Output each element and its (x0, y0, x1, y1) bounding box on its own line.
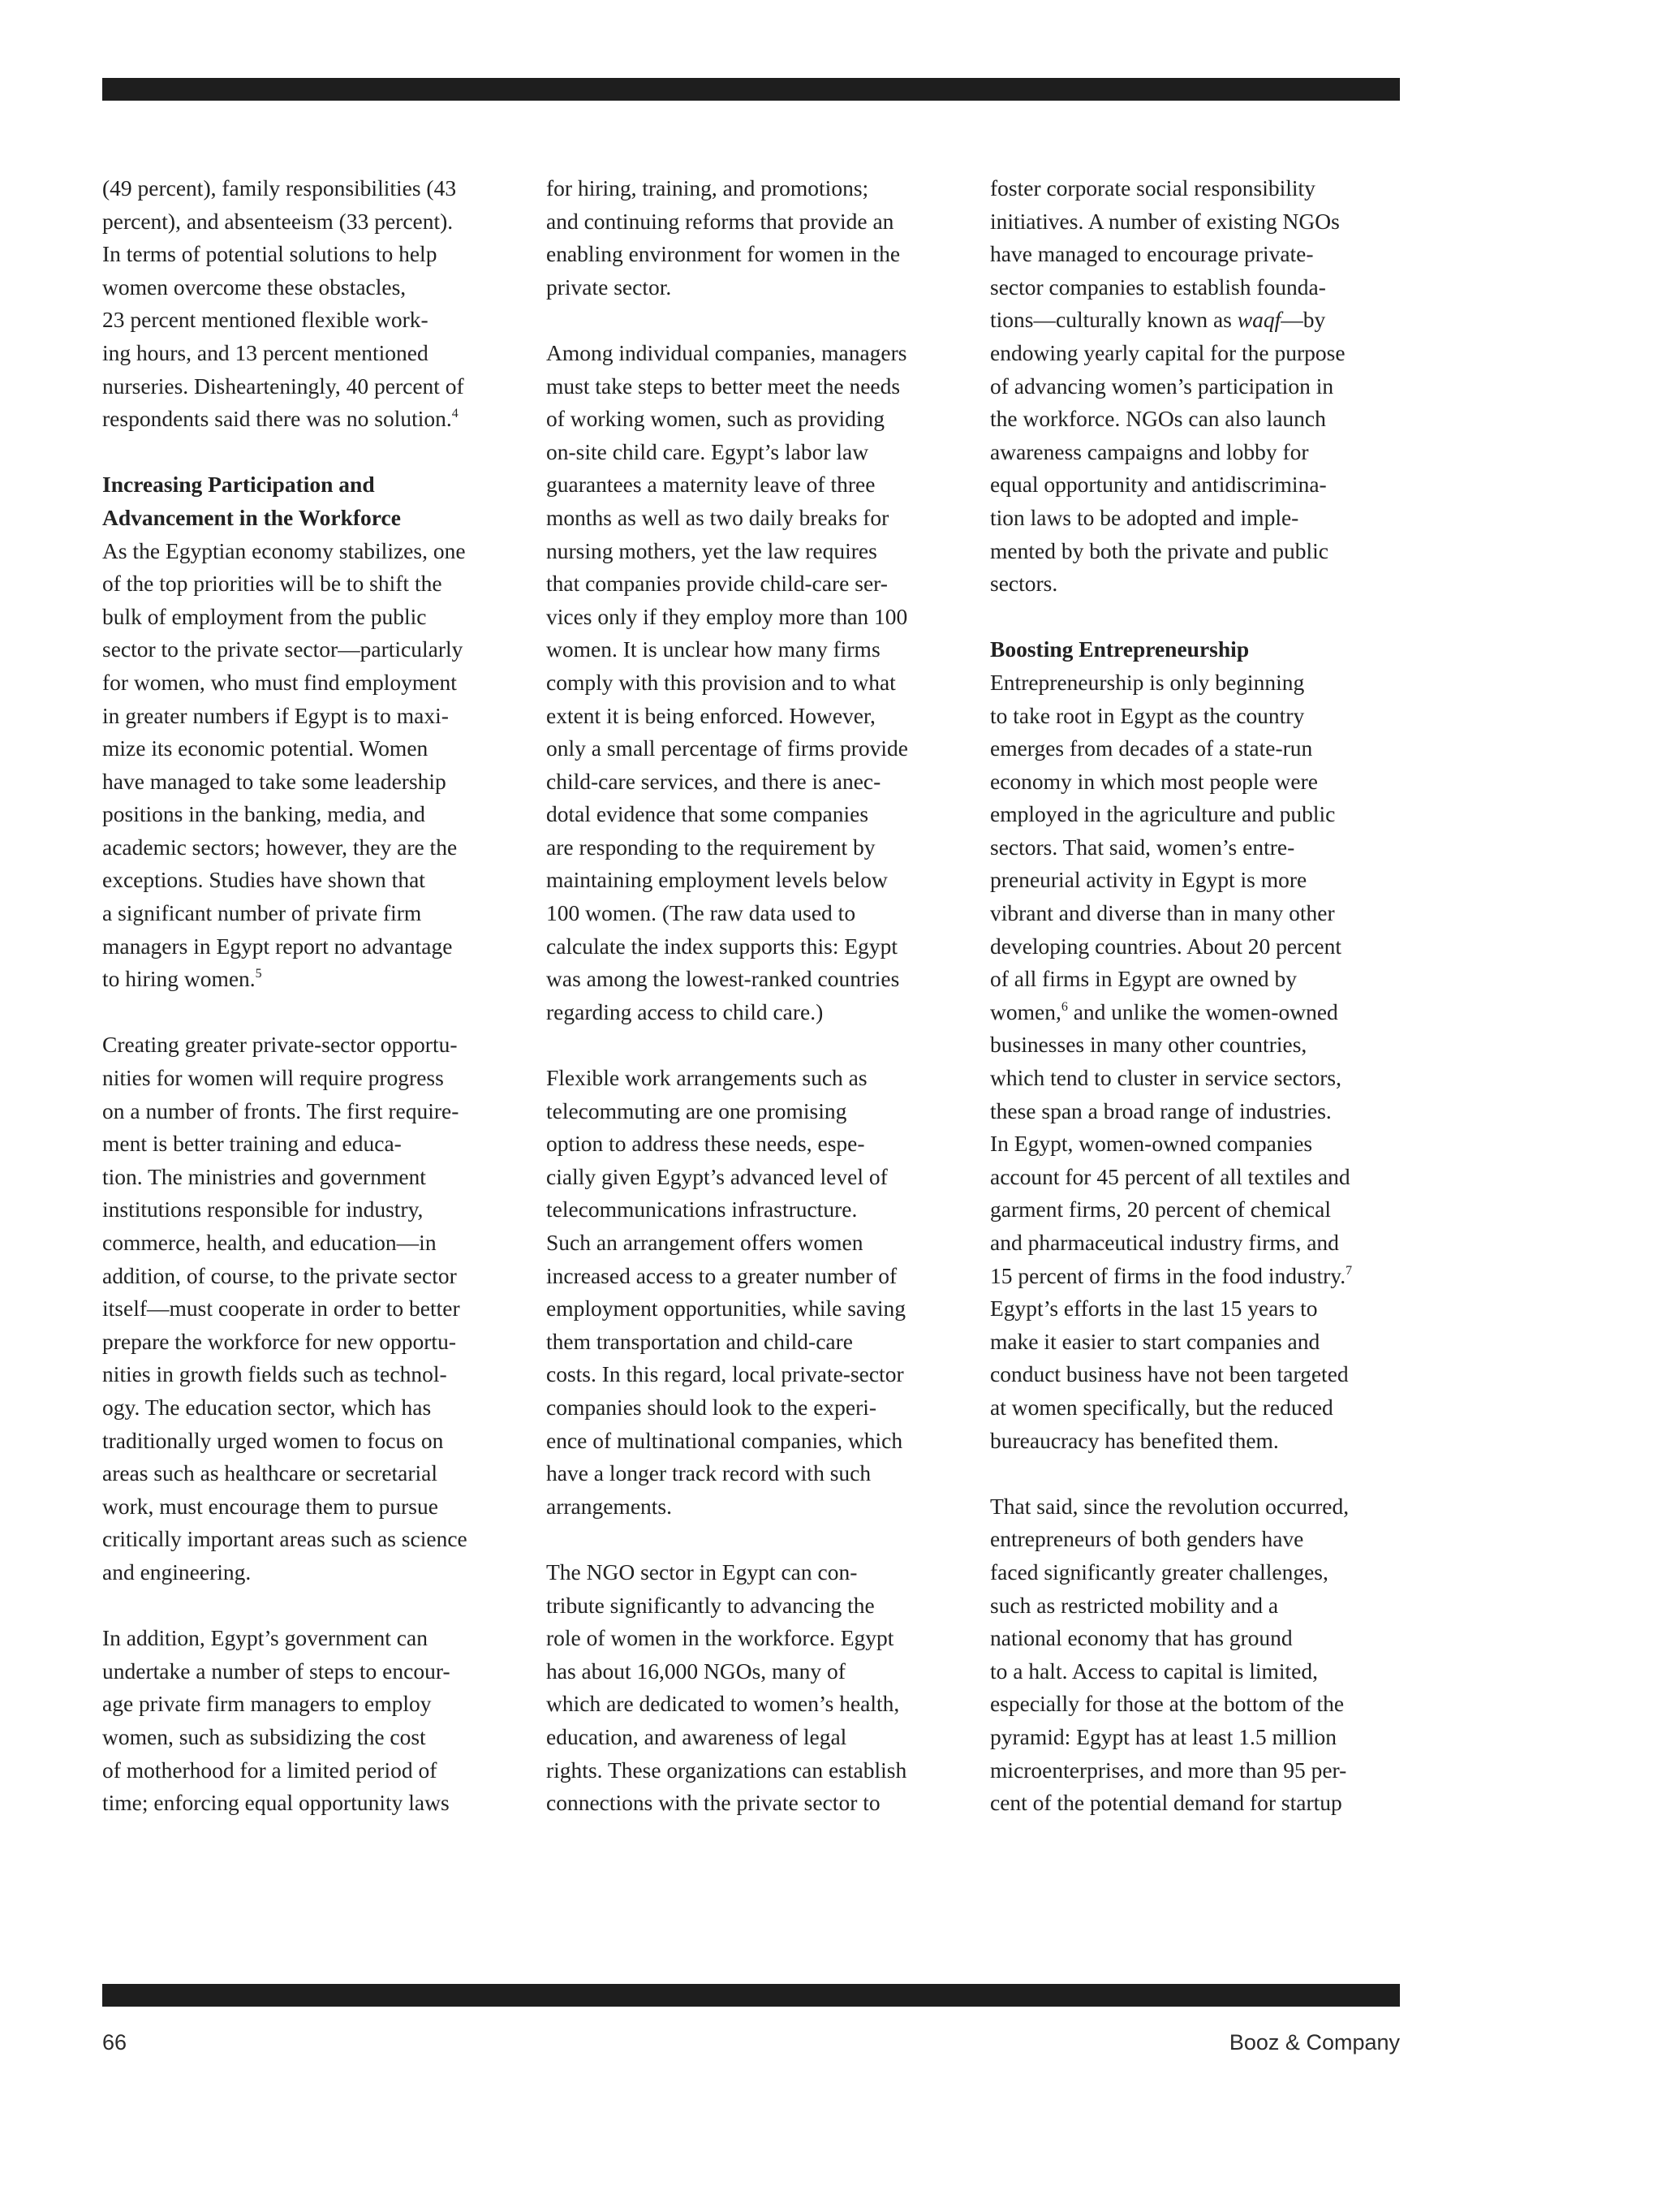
publisher-name: Booz & Company (1229, 2030, 1400, 2055)
body-paragraph: In addition, Egypt’s government can undertake a number of steps to encour- age private firm managers to employ women, such as subsidizing the cost of motherhood for a limited period of time; enforcing equal opportunity laws (102, 1625, 450, 1816)
body-paragraph: Creating greater private-sector opportu- nities for women will require progress on a number of fronts. The first require- ment is better training and educa- tion. The ministries and government institutions responsible for industry, commerce, health, and education—in addition, of course, to the private sector itself—must cooperate in order to better prepare the workforce for new opportu- nities in growth fields such as technol- ogy. The education sector, which has traditionally urged women to focus on areas such as healthcare or secretarial work, must encourage them to pursue critically important areas such as science and engineering. (102, 1032, 467, 1585)
body-paragraph: The NGO sector in Egypt can con- tribute significantly to advancing the role of women in the workforce. Egypt has about 16,000 NGOs, many of which are dedicated to women’s health, education, and awareness of legal rights. These organizations can establish connections with the private sector to (546, 1559, 907, 1816)
body-paragraph: for hiring, training, and promotions; and continuing reforms that provide an enabling environment for women in the private sector. (546, 175, 901, 300)
column-1 (102, 172, 524, 1820)
body-paragraph: Among individual companies, managers must take steps to better meet the needs of working women, such as providing on-site child care. Egypt’s labor law guarantees a maternity leave of three months as well as two daily breaks for nursing mothers, yet the law requires that companies provide child-care ser- vices only if they employ more than 100 women. It is unclear how many firms comply with this provision and to what extent it is being enforced. However, only a small percentage of firms provide child-care services, and there is anec- dotal evidence that some companies are responding to the requirement by maintaining employment levels below 100 women. (The raw data used to calculate the index supports this: Egypt was among the lowest-ranked countries regarding access to child care.) (546, 339, 908, 1024)
body-paragraph: That said, since the revolution occurred, entrepreneurs of both genders have faced significantly greater challenges, such as restricted mobility and a national economy that has ground to a halt. Access to capital is limited, especially for those at the bottom of the pyramid: Egypt has at least 1.5 million microenterprises, and more than 95 per- cent of the potential demand for startup (990, 1493, 1350, 1816)
footnote-ref: 4 (451, 407, 459, 421)
body-paragraph: Entrepreneurship is only beginning to take root in Egypt as the country emerges from decades of a state-run economy in which most people were employed in the agriculture and public sectors. That said, women’s entre- preneurial activity in Egypt is more vibrant and diverse than in many other developing countries. About 20 percent of all firms in Egypt are owned by women,$^6$ and unlike the women-owned businesses in many other countries, which tend to cluster in service sectors, these span a broad range of industries. In Egypt, women-owned companies account for 45 percent of all textiles and garment firms, 20 percent of chemical and pharmaceutical industry firms, and 15 percent of firms in the food industry.$^7$ Egypt’s efforts in the last 15 years to make it easier to start companies and conduct business have not been targeted at women specifically, but the reduced bureaucracy has benefited them. (990, 669, 1353, 1453)
section-heading: Increasing Participation and Advancement in the Workforce (102, 472, 401, 530)
bottom-rule (102, 1984, 1400, 2007)
column-3 (990, 172, 1412, 1820)
body-paragraph: Flexible work arrangements such as telecommuting are one promising option to address these needs, espe- cially given Egypt’s advanced level of telecommunications infrastructure. Such an arrangement offers women increased access to a greater number of employment opportunities, while saving them transportation and child-care costs. In this regard, local private-sector companies should look to the experi- ence of multinational companies, which have a longer track record with such arrangements. (546, 1065, 906, 1519)
body-paragraph: (49 percent), family responsibilities (43 percent), and absenteeism (33 percent). In terms of potential solutions to help women overcome these obstacles, 23 percent mentioned flexible work- ing hours, and 13 percent mentioned nurseries. Dishearteningly, 40 percent of respondents said there was no solution.$^4$ (102, 175, 464, 432)
body-paragraph: As the Egyptian economy stabilizes, one of the top priorities will be to shift the bulk of employment from the public sector to the private sector—particularly for women, who must find employment in greater numbers if Egypt is to maxi- mize its economic potential. Women have managed to take some leadership positions in the banking, media, and academic sectors; however, they are the exceptions. Studies have shown that a significant number of private firm managers in Egypt report no advantage to hiring women.$^5$ (102, 537, 466, 992)
page-number: 66 (102, 2030, 127, 2055)
italic-term: waqf (1237, 307, 1281, 333)
body-paragraph: foster corporate social responsibility initiatives. A number of existing NGOs have managed to encourage private- sector companies to establish founda- tions—culturally known as waqf—by endowing yearly capital for the purpose of advancing women’s participation in the workforce. NGOs can also launch awareness campaigns and lobby for equal opportunity and antidiscrimina- tion laws to be adopted and imple- mented by both the private and public sectors. (990, 175, 1346, 597)
footnote-ref: 5 (255, 967, 262, 981)
column-2 (546, 172, 968, 1820)
footnote-ref: 6 (1061, 999, 1068, 1014)
top-rule (102, 78, 1400, 101)
footnote-ref: 7 (1346, 1263, 1353, 1278)
section-heading: Boosting Entrepreneurship (990, 636, 1250, 662)
